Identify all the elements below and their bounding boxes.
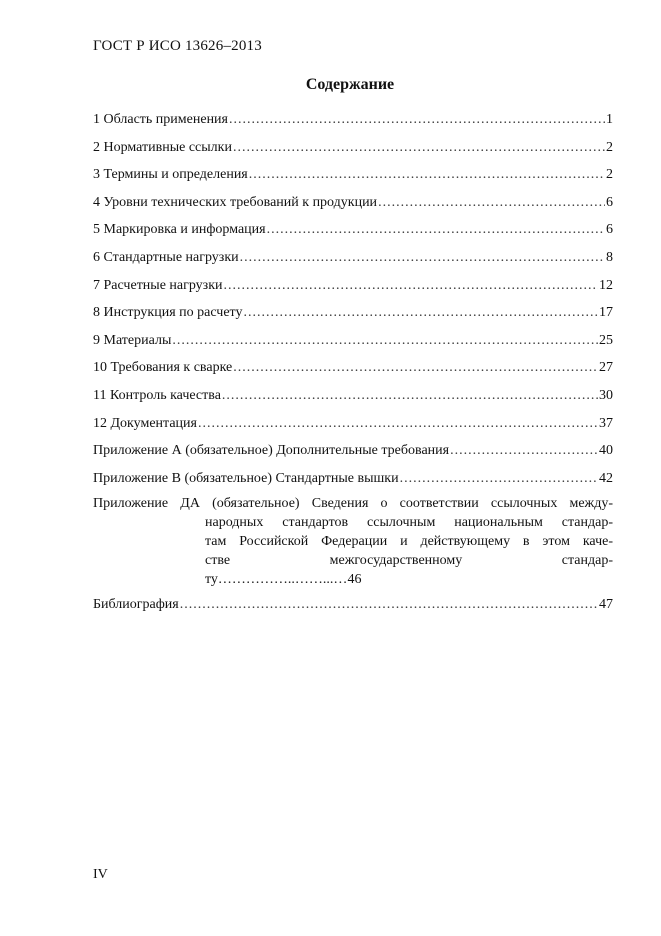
toc-entry[interactable] <box>93 465 613 493</box>
toc-entry[interactable] <box>93 272 613 300</box>
toc-entry-label: 6 Стандартные нагрузки <box>93 249 239 265</box>
toc-entry-page: 30 <box>599 387 613 403</box>
toc-entry[interactable] <box>93 354 613 382</box>
toc-entry-label: 11 Контроль качества <box>93 387 221 403</box>
toc-leader-dots <box>180 591 598 619</box>
toc-leader-dots <box>378 189 605 217</box>
toc-entry-label: 10 Требования к сварке <box>93 360 233 376</box>
toc-leader-dots <box>249 161 605 189</box>
toc-entry-label: народных стандартов ссылочным национальным стандар- <box>205 515 613 531</box>
toc-entry-page: 6 <box>606 194 613 210</box>
toc-entry-page: 8 <box>606 249 613 265</box>
toc-entry[interactable] <box>93 437 613 465</box>
toc-entry-page: 37 <box>599 415 613 431</box>
toc-entry-page: 47 <box>599 597 613 613</box>
toc-entry-annex-da[interactable] <box>93 494 613 589</box>
toc-entry[interactable] <box>93 244 613 272</box>
toc-entry-page: 1 <box>606 112 613 127</box>
toc-entry-label-end <box>205 570 613 589</box>
toc-entry-label: Приложение А (обязательное) Дополнительные требования <box>93 443 450 459</box>
toc-entry-page: 25 <box>599 332 613 348</box>
toc-entry-label: 3 Термины и определения <box>93 167 248 183</box>
toc-entry-page: 6 <box>606 222 613 238</box>
toc-leader-dots <box>224 272 598 300</box>
toc-leader-dots <box>233 134 605 162</box>
toc-entry[interactable] <box>93 106 613 134</box>
toc-entry-page: 42 <box>599 470 613 486</box>
toc-entry[interactable] <box>93 327 613 355</box>
toc-entry-label: 5 Маркировка и информация <box>93 222 266 238</box>
toc-entry-page: 2 <box>606 167 613 183</box>
toc-entry-label: 12 Документация <box>93 415 197 431</box>
toc-entry-label: ту……………..……...… <box>205 572 348 588</box>
toc-entry-page: 2 <box>606 139 613 155</box>
toc-leader-dots <box>198 410 598 438</box>
toc-entry-page: 27 <box>599 360 613 376</box>
toc-entry[interactable] <box>93 299 613 327</box>
toc-leader-dots <box>222 382 598 410</box>
page-header: ГОСТ Р ИСО 13626–2013 <box>93 38 262 54</box>
toc-leader-dots <box>172 327 598 355</box>
toc-entry-label: Приложение ДА (обязательное) Сведения о соответствии ссылочных между- <box>93 496 613 512</box>
toc-entry-page: 12 <box>599 277 613 293</box>
toc-entry[interactable] <box>93 382 613 410</box>
toc-entry-label: 9 Материалы <box>93 332 172 348</box>
toc-entry-label: Библиография <box>93 597 179 613</box>
toc-leader-dots <box>243 299 598 327</box>
table-of-contents <box>93 106 613 619</box>
toc-entry-label: 4 Уровни технических требований к продукции <box>93 194 378 210</box>
page-title: Содержание <box>305 76 395 93</box>
toc-entry-label: 1 Область применения <box>93 112 228 127</box>
toc-entry-label: 7 Расчетные нагрузки <box>93 277 223 293</box>
toc-entry[interactable] <box>93 161 613 189</box>
toc-entry-label: стве межгосударственному стандар- <box>205 553 613 569</box>
toc-entry[interactable] <box>93 189 613 217</box>
toc-leader-dots <box>450 437 598 465</box>
toc-entry[interactable] <box>93 134 613 162</box>
toc-entry[interactable] <box>93 216 613 244</box>
toc-entry[interactable] <box>93 410 613 438</box>
toc-leader-dots <box>229 106 605 134</box>
page-number: IV <box>93 867 108 882</box>
toc-leader-dots <box>400 465 598 493</box>
toc-entry[interactable] <box>93 591 613 619</box>
toc-entry-label: Приложение В (обязательное) Стандартные вышки <box>93 470 399 486</box>
toc-leader-dots <box>240 244 605 272</box>
toc-entry-page: 17 <box>599 305 613 321</box>
toc-leader-dots <box>233 354 598 382</box>
toc-entry-label: 8 Инструкция по расчету <box>93 305 243 321</box>
toc-entry-label: 2 Нормативные ссылки <box>93 139 232 155</box>
toc-entry-page: 46 <box>347 572 362 588</box>
toc-entry-page: 40 <box>599 443 613 459</box>
toc-entry-label: там Российской Федерации и действующему в этом каче- <box>205 534 613 550</box>
toc-leader-dots <box>267 216 605 244</box>
